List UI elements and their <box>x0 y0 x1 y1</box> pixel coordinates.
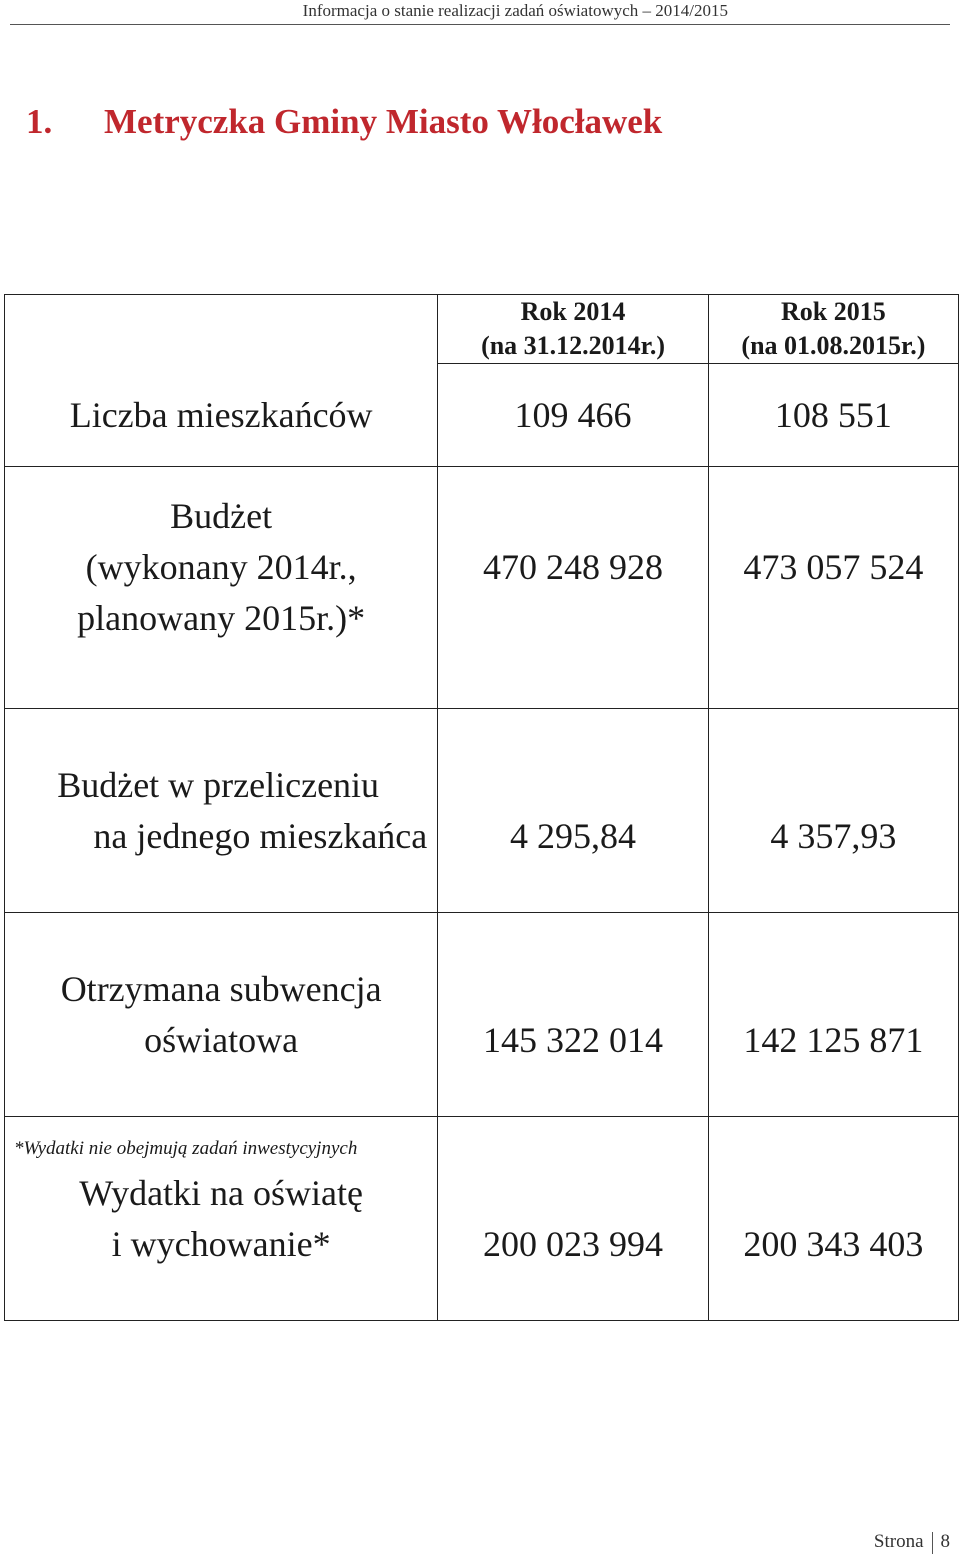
row-label-line: (wykonany 2014r., <box>85 547 357 587</box>
value-population-2014: 109 466 <box>438 364 709 467</box>
value-subsidy-2014: 145 322 014 <box>438 913 709 1117</box>
table-row-budget-per-capita <box>5 709 959 913</box>
row-label-population <box>5 364 438 467</box>
table-row-population <box>5 364 959 467</box>
row-label-line: Budżet w przeliczeniu <box>57 764 380 805</box>
value-per-capita-2015: 4 357,93 <box>708 709 958 913</box>
row-label-budget <box>5 467 438 709</box>
table-row-education-subsidy <box>5 913 959 1117</box>
column-year-2015: Rok 2015 <box>781 297 886 326</box>
footnote: *Wydatki nie obejmują zadań inwestycyjnych <box>14 1138 358 1159</box>
metryczka-table <box>4 294 959 1321</box>
value-population-2015: 108 551 <box>708 364 958 467</box>
column-year-2014: Rok 2014 <box>520 297 626 326</box>
row-label-line: na jednego mieszkańca <box>93 815 428 856</box>
column-header-2015 <box>708 295 958 364</box>
header-empty-cell <box>5 295 438 364</box>
row-label-education-subsidy <box>5 913 438 1117</box>
value-budget-2014: 470 248 928 <box>438 467 709 709</box>
running-header: Informacja o stanie realizacji zadań oświatowych – 2014/2015 <box>302 1 728 20</box>
page-label: Strona <box>873 1531 924 1552</box>
row-label-line: planowany 2015r.)* <box>77 598 366 638</box>
column-date-2015: (na 01.08.2015r.) <box>741 331 926 360</box>
row-label-budget-per-capita <box>5 709 438 913</box>
section-title: Metryczka Gminy Miasto Włocławek <box>104 102 663 141</box>
row-label-line: Wydatki na oświatę <box>79 1172 363 1213</box>
row-label-line: Liczba mieszkańców <box>69 394 373 435</box>
value-subsidy-2015: 142 125 871 <box>708 913 958 1117</box>
table-row-budget <box>5 467 959 709</box>
column-date-2014: (na 31.12.2014r.) <box>481 331 665 360</box>
row-label-line: i wychowanie* <box>111 1223 331 1264</box>
row-label-line: oświatowa <box>144 1019 299 1060</box>
section-number: 1. <box>26 102 53 141</box>
value-budget-2015: 473 057 524 <box>708 467 958 709</box>
footer-divider <box>932 1532 933 1554</box>
value-spending-2014: 200 023 994 <box>438 1117 709 1321</box>
page-number: 8 <box>940 1531 950 1552</box>
value-spending-2015: 200 343 403 <box>708 1117 958 1321</box>
page-footer <box>874 1530 950 1554</box>
header-divider <box>10 24 950 25</box>
table-header-row <box>5 295 959 364</box>
row-label-line: Budżet <box>170 496 273 536</box>
value-per-capita-2014: 4 295,84 <box>438 709 709 913</box>
row-label-line: Otrzymana subwencja <box>60 968 382 1009</box>
section-heading <box>26 98 926 146</box>
column-header-2014 <box>438 295 709 364</box>
